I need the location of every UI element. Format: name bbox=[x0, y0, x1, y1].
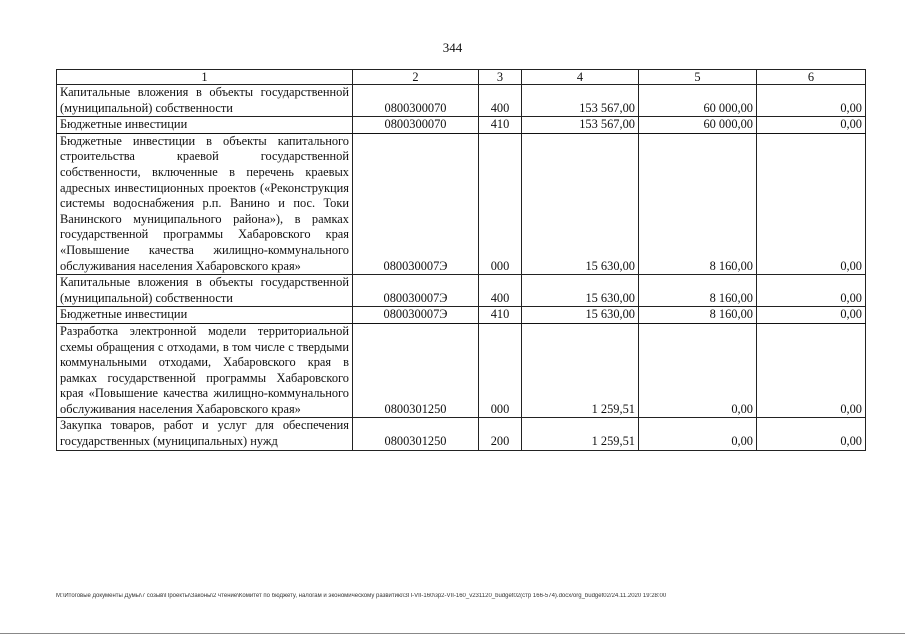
row-value-4: 1 259,51 bbox=[522, 418, 639, 450]
row-value-5: 60 000,00 bbox=[639, 117, 757, 134]
header-col-6: 6 bbox=[757, 70, 866, 85]
table-row bbox=[57, 85, 866, 117]
row-type: 410 bbox=[479, 117, 522, 134]
row-value-5: 8 160,00 bbox=[639, 275, 757, 307]
row-value-4: 15 630,00 bbox=[522, 275, 639, 307]
row-value-5: 60 000,00 bbox=[639, 85, 757, 117]
row-name: Капитальные вложения в объекты государственной (муниципальной) собственности bbox=[57, 85, 353, 117]
row-name: Закупка товаров, работ и услуг для обеспечения государственных (муниципальных) нужд bbox=[57, 418, 353, 450]
row-value-5: 8 160,00 bbox=[639, 307, 757, 324]
row-type: 400 bbox=[479, 275, 522, 307]
row-value-5: 0,00 bbox=[639, 323, 757, 418]
row-code: 080030007Э bbox=[353, 307, 479, 324]
budget-table bbox=[56, 69, 866, 451]
row-type: 000 bbox=[479, 323, 522, 418]
header-col-4: 4 bbox=[522, 70, 639, 85]
row-code: 0800300070 bbox=[353, 117, 479, 134]
row-name: Бюджетные инвестиции bbox=[57, 307, 353, 324]
row-code: 080030007Э bbox=[353, 133, 479, 274]
row-value-6: 0,00 bbox=[757, 323, 866, 418]
row-code: 0800301250 bbox=[353, 418, 479, 450]
table-row bbox=[57, 117, 866, 134]
row-value-6: 0,00 bbox=[757, 133, 866, 274]
row-value-6: 0,00 bbox=[757, 117, 866, 134]
row-value-6: 0,00 bbox=[757, 307, 866, 324]
row-type: 400 bbox=[479, 85, 522, 117]
page-number: 344 bbox=[442, 40, 463, 55]
row-value-5: 0,00 bbox=[639, 418, 757, 450]
row-code: 080030007Э bbox=[353, 275, 479, 307]
row-value-6: 0,00 bbox=[757, 85, 866, 117]
row-name: Бюджетные инвестиции в объекты капитального строительства краевой государственной собственности, включенные в перечень краевых адресных инвестиционных проектов («Реконструкция системы водоснабжения р.п. Ванино и пос. Токи Ванинского муниципального района»), в рамках государственной программы Хабаровского края «Повышение качества жилищно-коммунального обслуживания населения Хабаровского края» bbox=[57, 133, 353, 274]
row-value-5: 8 160,00 bbox=[639, 133, 757, 274]
header-col-3: 3 bbox=[479, 70, 522, 85]
table-row bbox=[57, 323, 866, 418]
row-value-4: 15 630,00 bbox=[522, 307, 639, 324]
row-name: Бюджетные инвестиции bbox=[57, 117, 353, 134]
row-type: 000 bbox=[479, 133, 522, 274]
row-code: 0800301250 bbox=[353, 323, 479, 418]
table-row bbox=[57, 418, 866, 450]
table-row bbox=[57, 275, 866, 307]
row-value-4: 1 259,51 bbox=[522, 323, 639, 418]
row-code: 0800300070 bbox=[353, 85, 479, 117]
header-col-1: 1 bbox=[57, 70, 353, 85]
row-value-4: 153 567,00 bbox=[522, 85, 639, 117]
footer-file-path: M:\Итоговые документы Думы\7 созыв\Проекты\Законы\2 чтение\Комитет по бюджету, налогам и экономическому развитию\ЗП-VII-160\зр2-VII-160_v231120_budget02(стр 166-574).docx/org_budget02/24.11.2020 19:28:00 bbox=[56, 593, 667, 599]
row-value-4: 153 567,00 bbox=[522, 117, 639, 134]
row-type: 200 bbox=[479, 418, 522, 450]
table-header-row bbox=[57, 70, 866, 85]
row-value-6: 0,00 bbox=[757, 275, 866, 307]
row-name: Капитальные вложения в объекты государственной (муниципальной) собственности bbox=[57, 275, 353, 307]
row-value-4: 15 630,00 bbox=[522, 133, 639, 274]
table-row bbox=[57, 133, 866, 274]
row-type: 410 bbox=[479, 307, 522, 324]
header-col-2: 2 bbox=[353, 70, 479, 85]
header-col-5: 5 bbox=[639, 70, 757, 85]
row-value-6: 0,00 bbox=[757, 418, 866, 450]
table-row bbox=[57, 307, 866, 324]
row-name: Разработка электронной модели территориальной схемы обращения с отходами, в том числе с твердыми коммунальными отходами, Хабаровского края в рамках государственной программы Хабаровского края «Повышение качества жилищно-коммунального обслуживания населения Хабаровского края» bbox=[57, 323, 353, 418]
bottom-rule bbox=[0, 633, 905, 634]
